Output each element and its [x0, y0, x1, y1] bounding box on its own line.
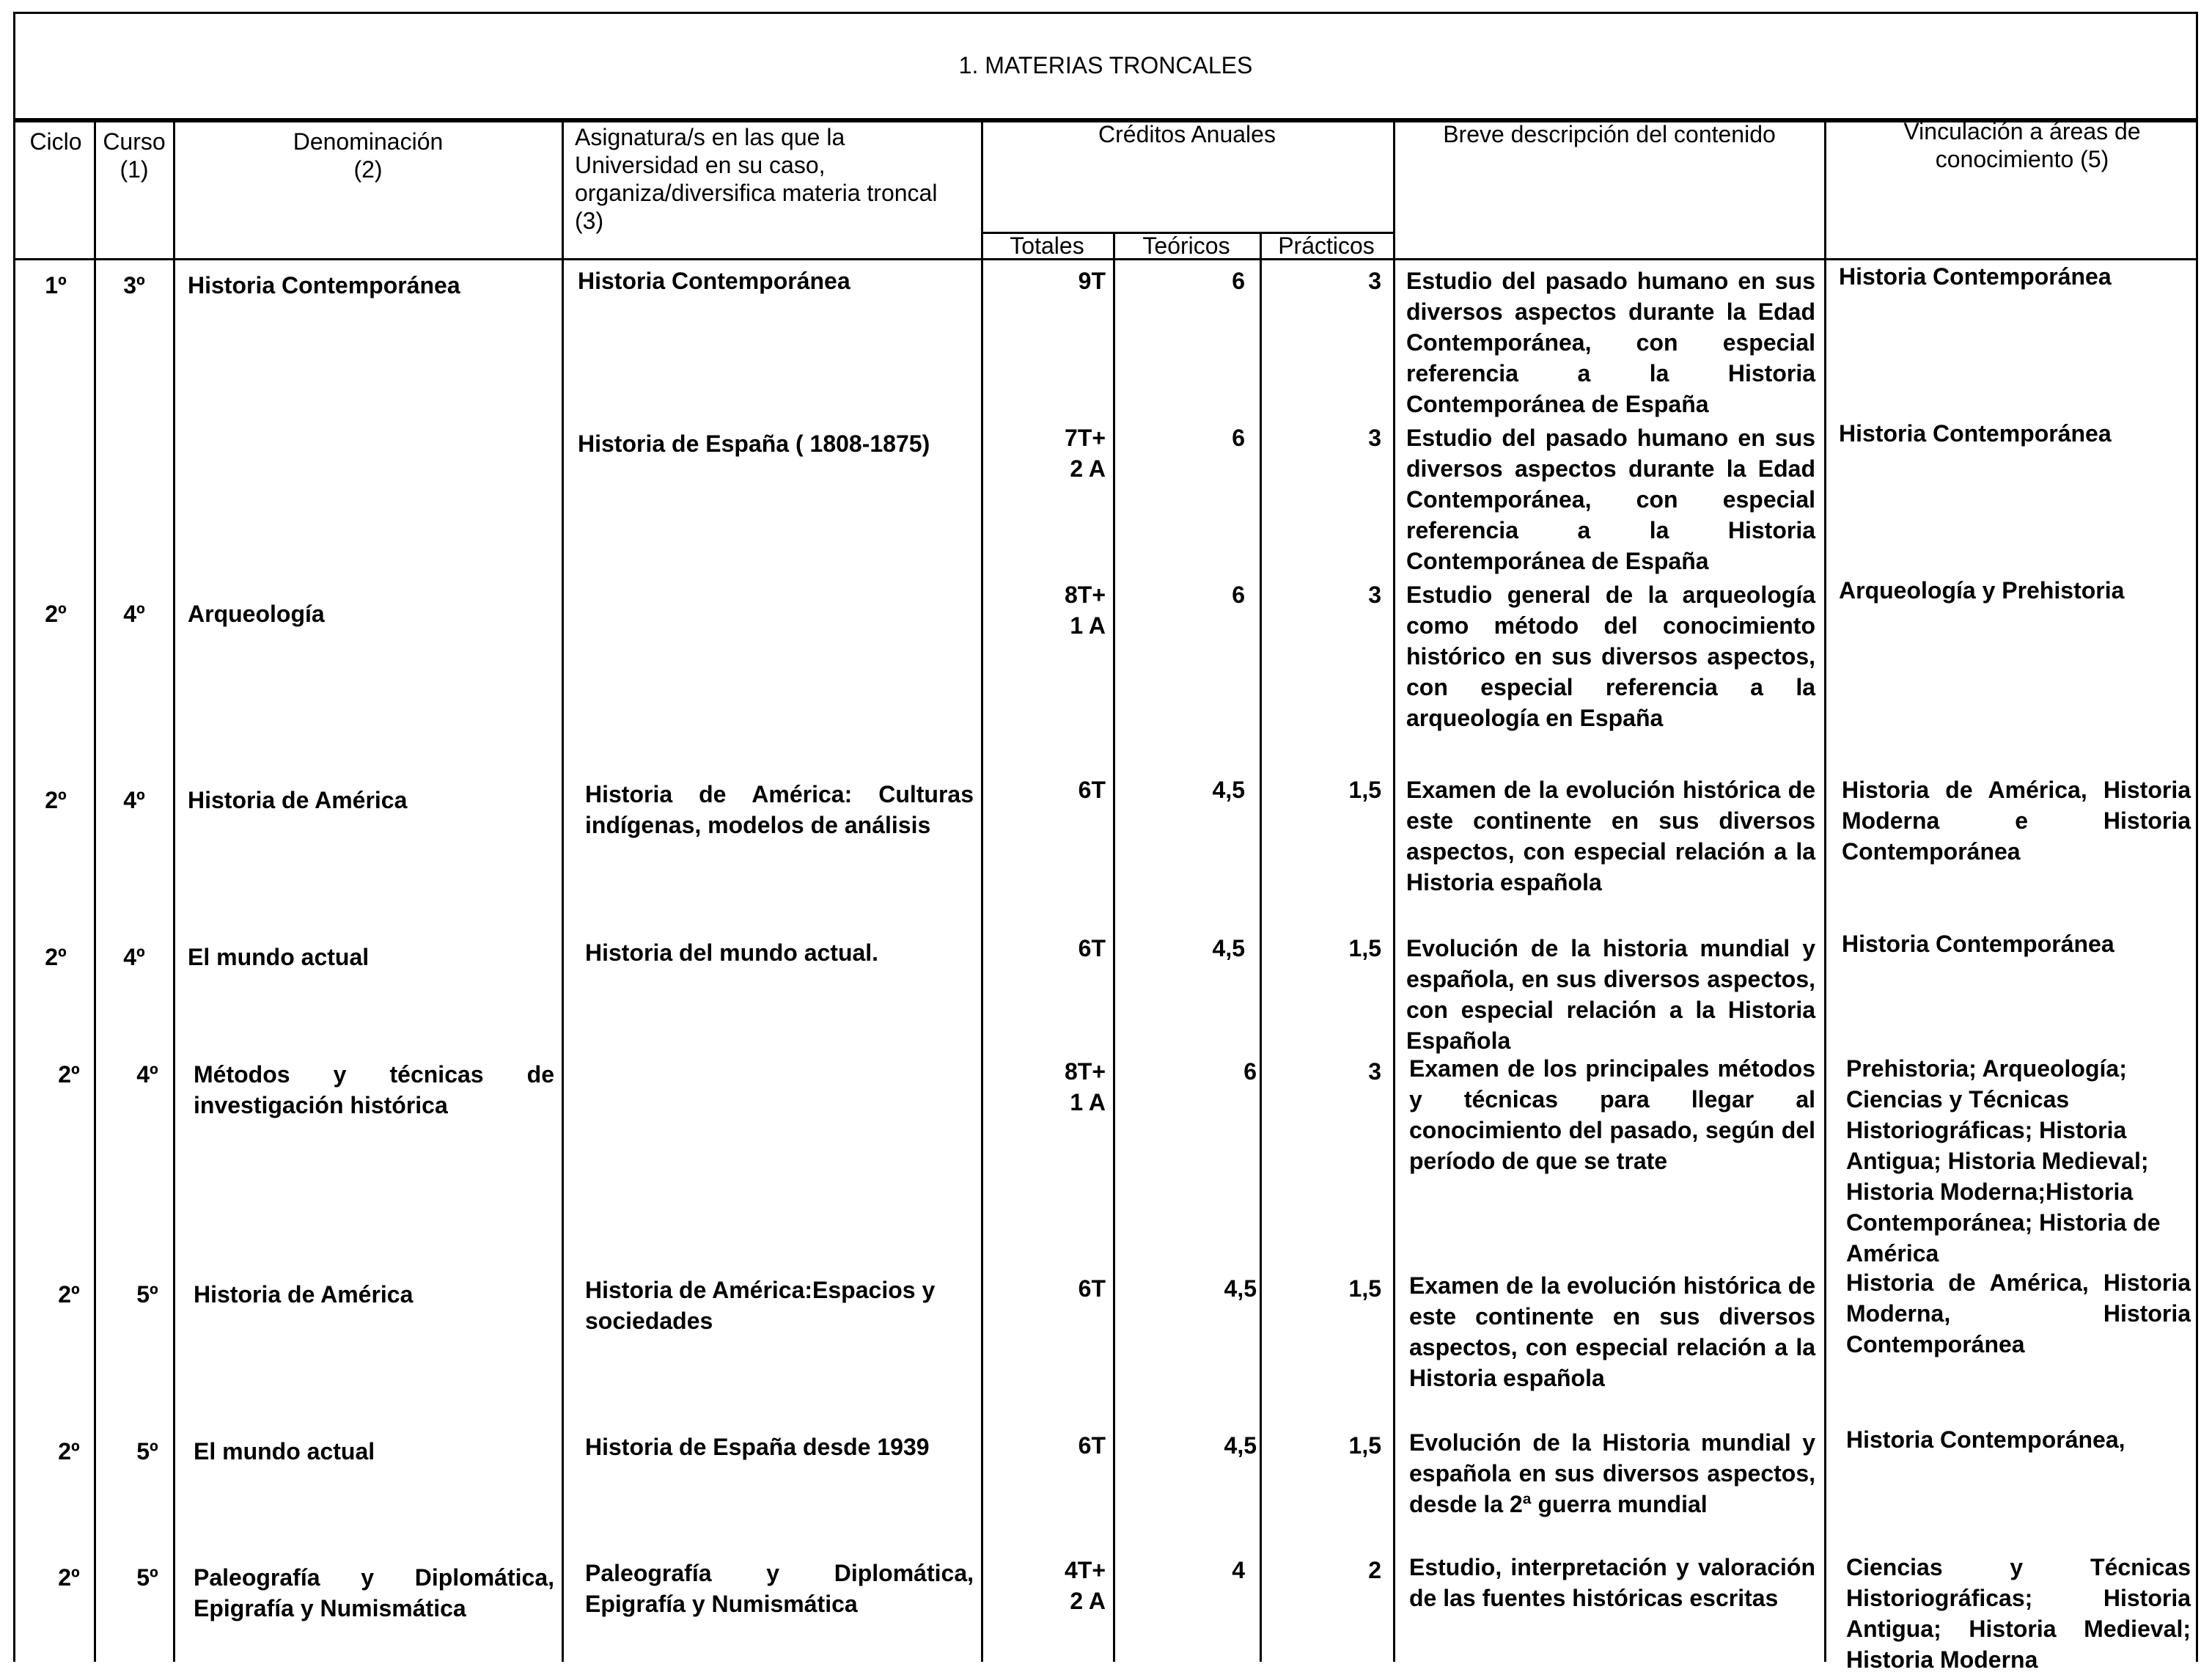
row1-denominacion: Historia Contemporánea — [188, 272, 460, 298]
header-descripcion: Breve descripción del contenido — [1443, 121, 1776, 147]
col-sep-7 — [1393, 120, 1395, 1662]
row8-teoricos: 4,5 — [1224, 1432, 1257, 1459]
row4-asignatura: Historia de América: Culturas indígenas, modelos de análisis — [585, 781, 974, 838]
row3-ciclo: 2º — [45, 601, 67, 627]
header-denominacion: Denominación (2) — [293, 128, 444, 183]
row9-denominacion: Paleografía y Diplomática, Epigrafía y Numismática — [194, 1564, 554, 1621]
row7-denominacion: Historia de América — [194, 1281, 414, 1308]
header-practicos: Prácticos — [1278, 232, 1375, 259]
row3-teoricos: 6 — [1232, 582, 1245, 608]
row2-vinculacion: Historia Contemporánea — [1839, 420, 2112, 447]
row9-ciclo: 2º — [58, 1564, 80, 1591]
header-vinculacion: Vinculación a áreas de conocimiento (5) — [1903, 118, 2141, 172]
row7-ciclo: 2º — [58, 1281, 80, 1308]
row3-descripcion: Estudio general de la arqueología como método del conocimiento histórico en sus diversos aspectos, con especial referencia a la arqueología en España — [1406, 582, 1815, 731]
row8-denominacion: El mundo actual — [194, 1438, 375, 1465]
row1-ciclo: 1º — [45, 272, 67, 298]
row3-curso: 4º — [123, 601, 145, 627]
row1-vinculacion: Historia Contemporánea — [1839, 263, 2112, 290]
row3-vinculacion: Arqueología y Prehistoria — [1839, 577, 2125, 604]
row9-curso: 5º — [136, 1564, 158, 1591]
row9-teoricos: 4 — [1232, 1557, 1245, 1583]
row6-descripcion: Examen de los principales métodos y técnicas para llegar al conocimiento del pasado, según del período de que se trate — [1409, 1055, 1815, 1174]
row7-curso: 5º — [136, 1281, 158, 1308]
row8-ciclo: 2º — [58, 1438, 80, 1465]
row4-ciclo: 2º — [45, 787, 67, 813]
row8-asignatura: Historia de España desde 1939 — [585, 1434, 930, 1460]
row1-practicos: 3 — [1368, 268, 1381, 294]
row7-teoricos: 4,5 — [1224, 1275, 1257, 1302]
title-row — [13, 12, 2198, 120]
row8-curso: 5º — [136, 1438, 158, 1465]
row5-totales: 6T — [1078, 935, 1106, 961]
row6-curso: 4º — [136, 1061, 158, 1088]
row4-curso: 4º — [123, 787, 145, 813]
row5-ciclo: 2º — [45, 944, 67, 970]
row3-denominacion: Arqueología — [188, 601, 325, 627]
row2-descripcion: Estudio del pasado humano en sus diversos aspectos durante la Edad Contemporánea, con especial referencia a la Historia Contemporánea de España — [1406, 425, 1815, 574]
row5-teoricos: 4,5 — [1212, 935, 1245, 961]
row2-totales: 7T+ 2 A — [1064, 425, 1106, 482]
header-teoricos: Teóricos — [1142, 232, 1230, 259]
row4-descripcion: Examen de la evolución histórica de este continente en sus diversos aspectos, con especial relación a la Historia española — [1406, 777, 1815, 895]
left-border — [13, 120, 15, 1662]
header-totales: Totales — [1010, 232, 1084, 259]
row4-teoricos: 4,5 — [1212, 777, 1245, 803]
header-ciclo: Ciclo — [29, 128, 82, 155]
row5-practicos: 1,5 — [1348, 935, 1381, 961]
row7-vinculacion: Historia de América, Historia Moderna, Historia Contemporánea — [1846, 1269, 2191, 1357]
row7-descripcion: Examen de la evolución histórica de este continente en sus diversos aspectos, con especial relación a la Historia española — [1409, 1272, 1815, 1391]
col-sep-2 — [173, 120, 175, 1662]
row9-vinculacion: Ciencias y Técnicas Historiográficas; Historia Antigua; Historia Medieval; Historia Moderna — [1846, 1554, 2191, 1673]
row5-curso: 4º — [123, 944, 145, 970]
header-creditos: Créditos Anuales — [1098, 121, 1276, 147]
row1-curso: 3º — [123, 272, 145, 298]
header-curso: Curso (1) — [103, 128, 166, 183]
document-sheet — [13, 12, 2198, 1673]
row5-asignatura: Historia del mundo actual. — [585, 939, 879, 966]
row2-teoricos: 6 — [1232, 425, 1245, 451]
row2-practicos: 3 — [1368, 425, 1381, 451]
row5-denominacion: El mundo actual — [188, 944, 370, 970]
row1-teoricos: 6 — [1232, 268, 1245, 294]
row6-ciclo: 2º — [58, 1061, 80, 1088]
row3-practicos: 3 — [1368, 582, 1381, 608]
row2-asignatura: Historia de España ( 1808-1875) — [578, 430, 930, 457]
page-title: 1. MATERIAS TRONCALES — [958, 52, 1253, 78]
row4-practicos: 1,5 — [1348, 777, 1381, 803]
row1-descripcion: Estudio del pasado humano en sus diversos aspectos durante la Edad Contemporánea, con especial referencia a la Historia Contemporánea de España — [1406, 268, 1815, 417]
row9-asignatura: Paleografía y Diplomática, Epigrafía y Numismática — [585, 1560, 974, 1617]
row4-totales: 6T — [1078, 777, 1106, 803]
row4-vinculacion: Historia de América, Historia Moderna e Historia Contemporánea — [1842, 777, 2191, 865]
row5-descripcion: Evolución de la historia mundial y española, en sus diversos aspectos, con especial relación a la Historia Española — [1406, 935, 1815, 1054]
row1-totales: 9T — [1078, 268, 1106, 294]
right-border — [2196, 120, 2198, 1662]
row6-practicos: 3 — [1368, 1058, 1381, 1085]
row6-denominacion: Métodos y técnicas de investigación histórica — [194, 1061, 554, 1118]
row9-totales: 4T+ 2 A — [1064, 1557, 1106, 1614]
col-sep-1 — [94, 120, 96, 1662]
row9-descripcion: Estudio, interpretación y valoración de las fuentes históricas escritas — [1409, 1554, 1815, 1611]
col-sep-8 — [1824, 120, 1826, 1662]
row7-totales: 6T — [1078, 1275, 1106, 1302]
row7-practicos: 1,5 — [1348, 1275, 1381, 1302]
col-sep-3 — [562, 120, 564, 1662]
row1-asignatura: Historia Contemporánea — [578, 268, 850, 294]
row6-teoricos: 6 — [1243, 1058, 1257, 1085]
header-asignatura: Asignatura/s en las que la Universidad en su caso, organiza/diversifica materia troncal (3) — [575, 124, 938, 234]
row7-asignatura: Historia de América:Espacios y sociedades — [585, 1277, 936, 1334]
row9-practicos: 2 — [1368, 1557, 1381, 1583]
row8-descripcion: Evolución de la Historia mundial y española en sus diversos aspectos, desde la 2ª guerra mundial — [1409, 1429, 1815, 1517]
row3-totales: 8T+ 1 A — [1064, 582, 1106, 639]
row6-vinculacion: Prehistoria; Arqueología; Ciencias y Técnicas Historiográficas; Historia Antigua; Historia Medieval; Historia Moderna;Historia Contemporánea; Historia de América — [1846, 1055, 2161, 1267]
row8-practicos: 1,5 — [1348, 1432, 1381, 1459]
row8-vinculacion: Historia Contemporánea, — [1846, 1426, 2125, 1453]
row4-denominacion: Historia de América — [188, 787, 408, 813]
row6-totales: 8T+ 1 A — [1064, 1058, 1106, 1115]
row8-totales: 6T — [1078, 1432, 1106, 1459]
row5-vinculacion: Historia Contemporánea — [1842, 931, 2114, 957]
